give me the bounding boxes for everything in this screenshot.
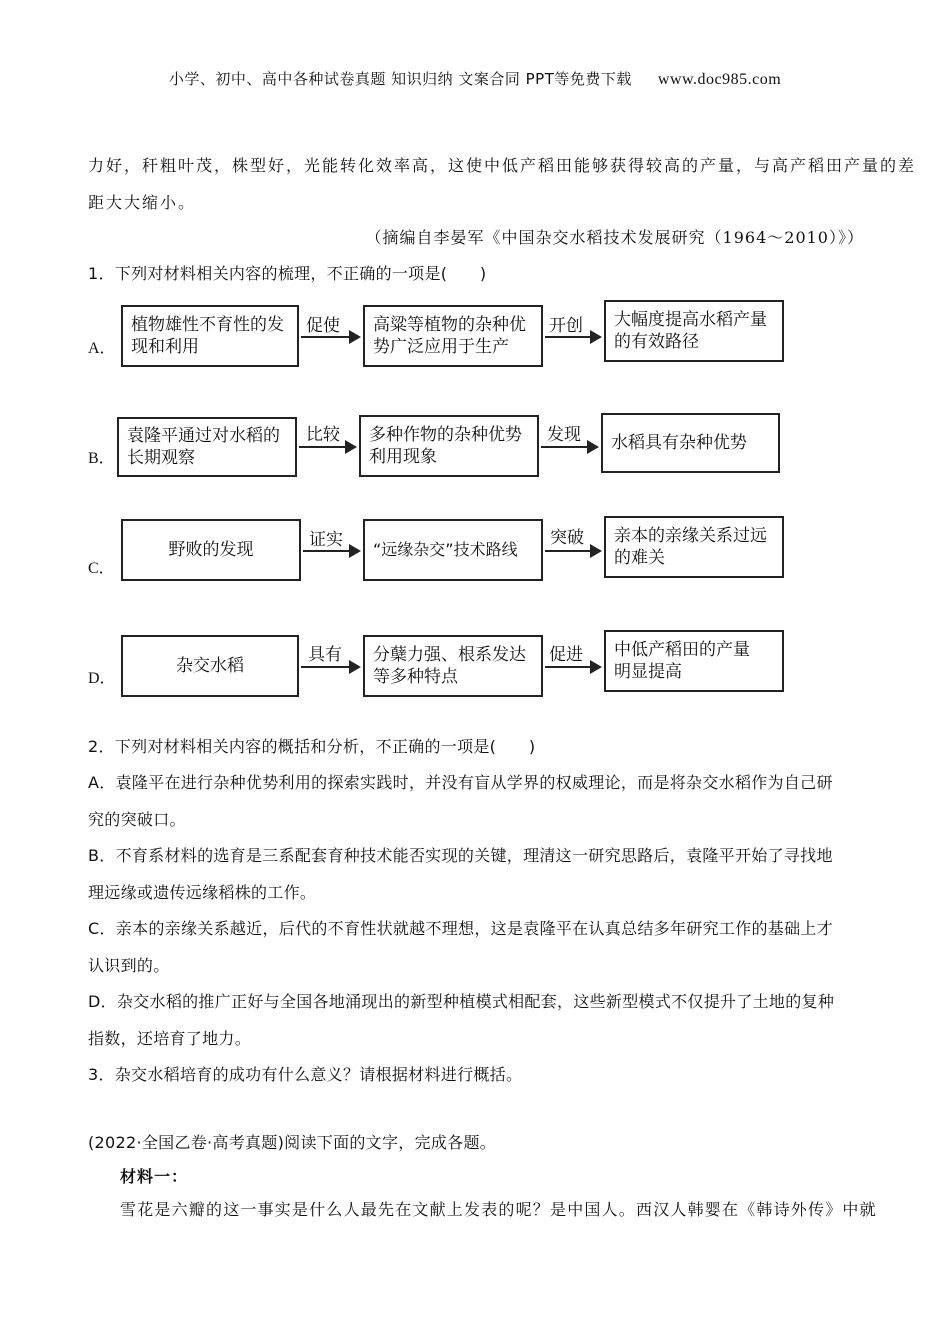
flow-box-line: 现和利用 <box>131 337 199 357</box>
flow-box-line: 等多种特点 <box>373 667 458 687</box>
flow-box-line: 大幅度提高水稻产量 <box>614 310 767 330</box>
header-text: 小学、初中、高中各种试卷真题 知识归纳 文案合同 PPT等免费下载 <box>168 70 632 88</box>
flow-box <box>359 415 539 477</box>
flow-arrow <box>301 666 359 668</box>
flow-box-line: 野败的发现 <box>168 540 254 560</box>
flow-arrow <box>545 550 600 552</box>
flow-box-line: 分蘖力强、根系发达 <box>373 645 526 665</box>
passage-line: 力好，秆粗叶茂，株型好，光能转化效率高，这使中低产稻田能够获得较高的产量，与高产稻田产量的差 <box>88 156 917 175</box>
flow-box-line: 势广泛应用于生产 <box>373 337 509 357</box>
flow-box-line: “远缘杂交”技术路线 <box>373 540 518 559</box>
flow-arrow <box>545 666 600 668</box>
flow-box-line: 的难关 <box>614 548 665 568</box>
page-header <box>0 68 950 89</box>
flow-arrow <box>545 336 600 338</box>
flow-box <box>121 305 299 367</box>
option-letter: D． <box>88 670 116 687</box>
section-intro: (2022·全国乙卷·高考真题)阅读下面的文字，完成各题。 <box>88 1133 497 1152</box>
question-1-stem: 1．下列对材料相关内容的梳理，不正确的一项是( ) <box>88 264 487 283</box>
flow-box <box>121 635 299 697</box>
flow-box <box>604 516 784 578</box>
answer-option-line: 究的突破口。 <box>88 810 186 829</box>
flow-box-line: 的有效路径 <box>614 332 699 352</box>
flow-box-line: 杂交水稻 <box>176 656 244 676</box>
material-title: 材料一： <box>120 1167 189 1186</box>
header-site-link[interactable]: www.doc985.com <box>657 71 782 88</box>
flow-box-line: 植物雄性不育性的发 <box>131 315 284 335</box>
question-3-stem: 3．杂交水稻培育的成功有什么意义？请根据材料进行概括。 <box>88 1065 523 1084</box>
flow-arrow <box>541 446 597 448</box>
flow-box <box>604 300 784 362</box>
flow-box <box>363 635 543 697</box>
flow-box <box>363 305 543 367</box>
passage-source: （摘编自李晏军《中国杂交水稻技术发展研究（1964～2010）》） <box>365 228 864 247</box>
flow-box <box>363 519 543 581</box>
flow-arrow <box>303 550 359 552</box>
arrow-label: 证实 <box>309 530 343 550</box>
answer-option-line: 理远缘或遗传远缘稻株的工作。 <box>88 883 317 902</box>
answer-option-line: 认识到的。 <box>88 956 170 975</box>
flow-box-line: 利用现象 <box>369 447 437 467</box>
arrow-label: 比较 <box>306 425 340 445</box>
flow-box-line: 袁隆平通过对水稻的 <box>127 426 280 446</box>
option-letter: B． <box>88 450 115 467</box>
option-letter: C． <box>88 560 115 577</box>
flow-box-line: 长期观察 <box>127 448 195 468</box>
flow-box-line: 中低产稻田的产量 <box>614 640 750 660</box>
flow-arrow <box>301 336 359 338</box>
flow-box-line: 高粱等植物的杂种优 <box>373 315 526 335</box>
flow-box-line: 明显提高 <box>614 662 682 682</box>
flow-box <box>601 413 780 473</box>
arrow-label: 促使 <box>306 316 340 336</box>
answer-option-line: C．亲本的亲缘关系越近，后代的不育性状就越不理想，这是袁隆平在认真总结多年研究工作的基础上才 <box>88 919 833 938</box>
answer-option-line: A．袁隆平在进行杂种优势利用的探索实践时，并没有盲从学界的权威理论，而是将杂交水稻作为自己研 <box>88 773 833 792</box>
answer-option-line: B．不育系材料的选育是三系配套育种技术能否实现的关键，理清这一研究思路后，袁隆平开始了寻找地 <box>88 846 833 865</box>
material-text-line: 雪花是六瓣的这一事实是什么人最先在文献上发表的呢？是中国人。西汉人韩婴在《韩诗外传》中就 <box>120 1200 877 1219</box>
answer-option-line: 指数，还培育了地力。 <box>88 1029 252 1048</box>
flow-box <box>604 630 784 692</box>
flow-box-line: 水稻具有杂种优势 <box>611 433 747 453</box>
flow-box <box>121 519 301 581</box>
passage-line: 距大大缩小。 <box>88 193 197 212</box>
arrow-label: 促进 <box>549 645 583 665</box>
answer-option-line: D．杂交水稻的推广正好与全国各地涌现出的新型种植模式相配套，这些新型模式不仅提升了土地的复种 <box>88 992 835 1011</box>
flow-box-line: 亲本的亲缘关系过远 <box>614 526 767 546</box>
question-2-stem: 2．下列对材料相关内容的概括和分析，不正确的一项是( ) <box>88 737 536 756</box>
option-letter: A． <box>88 340 116 357</box>
flow-box <box>117 417 297 477</box>
arrow-label: 具有 <box>308 645 342 665</box>
flow-box-line: 多种作物的杂种优势 <box>369 425 522 445</box>
arrow-label: 突破 <box>550 528 584 548</box>
arrow-label: 开创 <box>549 316 583 336</box>
flow-arrow <box>299 446 355 448</box>
arrow-label: 发现 <box>547 425 581 445</box>
